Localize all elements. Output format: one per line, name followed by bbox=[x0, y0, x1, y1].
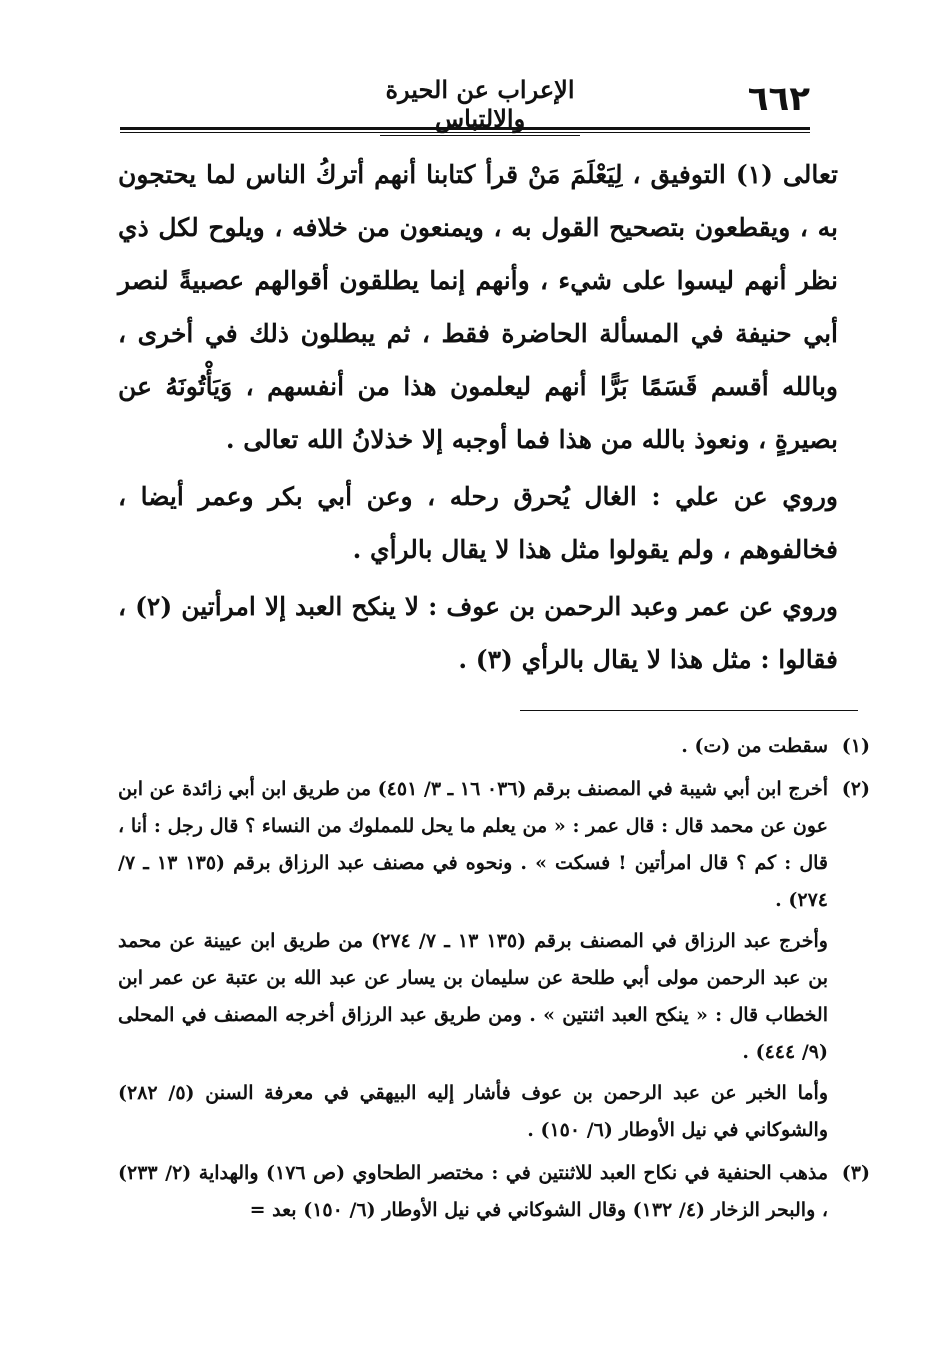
paragraph: وروي عن عمر وعبد الرحمن بن عوف : لا ينكح العبد إلا امرأتين (٢) ، فقالوا : مثل هذا لا يقال بالرأي (٣) . bbox=[118, 592, 838, 674]
footnote-body bbox=[118, 1155, 828, 1229]
footnote bbox=[118, 728, 870, 765]
footnotes bbox=[118, 728, 870, 1235]
header-rule bbox=[120, 127, 810, 130]
footnote-separator bbox=[520, 710, 858, 711]
page-number: ٦٦٢ bbox=[747, 79, 810, 119]
footnote-number: (٢) bbox=[841, 778, 870, 800]
footnote-number: (١) bbox=[841, 735, 870, 757]
footnote-text: أخرج ابن أبي شيبة في المصنف برقم (٠٣٦ ١٦ ـ ٣/ ٤٥١) من طريق ابن أبي زائدة عن ابن عون عن محمد قال : قال عمر : « من يعلم ما يحل للمملوك من النساء ؟ قال رجل : أنا ، قال : كم ؟ قال امرأتين ! فسكت » . ونحوه في مصنف عبد الرزاق برقم (١٣٥ ١٣ ـ ٧/ ٢٧٤) . bbox=[118, 778, 829, 911]
paragraph: تعالى (١) التوفيق ، لِيَعْلَمَ مَنْ قرأ كتابنا أنهم أتركُ الناس لما يحتجون به ، ويقطعون بتصحيح القول به ، ويمنعون من خلافه ، ويلوح لكل ذي نظر أنهم ليسوا على شيء ، وأنهم إنما يطلقون أقوالهم عصبيةً لنصر أبي حنيفة في المسألة الحاضرة فقط ، ثم يبطلون ذلك في أخرى ، وبالله أقسم قَسَمًا بَرًّا أنهم ليعلمون هذا من أنفسهم ، وَيَأْتُونَهُ عن بصيرةٍ ، ونعوذ بالله من هذا فما أوجبه إلا خذلانُ الله تعالى . bbox=[118, 160, 838, 454]
footnote bbox=[118, 771, 870, 1149]
page-header bbox=[120, 75, 810, 135]
footnote-text: مذهب الحنفية في نكاح العبد للاثنتين في : مختصر الطحاوي (ص ١٧٦) والهداية (٢/ ٢٣٣) ، والبحر الزخار (٤/ ١٣٢) وقال الشوكاني في نيل الأوطار (٦/ ١٥٠) بعد = bbox=[118, 1162, 828, 1221]
footnote-body bbox=[118, 771, 828, 1149]
main-text bbox=[118, 148, 838, 686]
paragraph: وروي عن علي : الغال يُحرق رحله ، وعن أبي بكر وعمر أيضا ، فخالفوهم ، ولم يقولوا مثل هذا لا يقال بالرأي . bbox=[118, 482, 838, 564]
footnote-body bbox=[118, 728, 828, 765]
footnote bbox=[118, 1155, 870, 1229]
footnote-text: وأخرج عبد الرزاق في المصنف برقم (١٣٥ ١٣ ـ ٧/ ٢٧٤) من طريق ابن عيينة عن محمد بن عبد الرحمن مولى أبي طلحة عن سليمان بن يسار عن عبد الله بن عتبة عن عمر ابن الخطاب قال : « ينكح العبد اثنتين » . ومن طريق عبد الرزاق أخرجه المصنف في المحلى (٩/ ٤٤٤) . bbox=[118, 930, 828, 1063]
book-title: الإعراب عن الحيرة والالتباس bbox=[380, 75, 580, 136]
footnote-text: وأما الخبر عن عبد الرحمن بن عوف فأشار إليه البيهقي في معرفة السنن (٥/ ٢٨٢) والشوكاني في نيل الأوطار (٦/ ١٥٠) . bbox=[118, 1082, 828, 1141]
footnote-text: سقطت من (ت) . bbox=[681, 735, 828, 757]
footnote-number: (٣) bbox=[841, 1162, 870, 1184]
header-rule-thin bbox=[120, 132, 810, 133]
